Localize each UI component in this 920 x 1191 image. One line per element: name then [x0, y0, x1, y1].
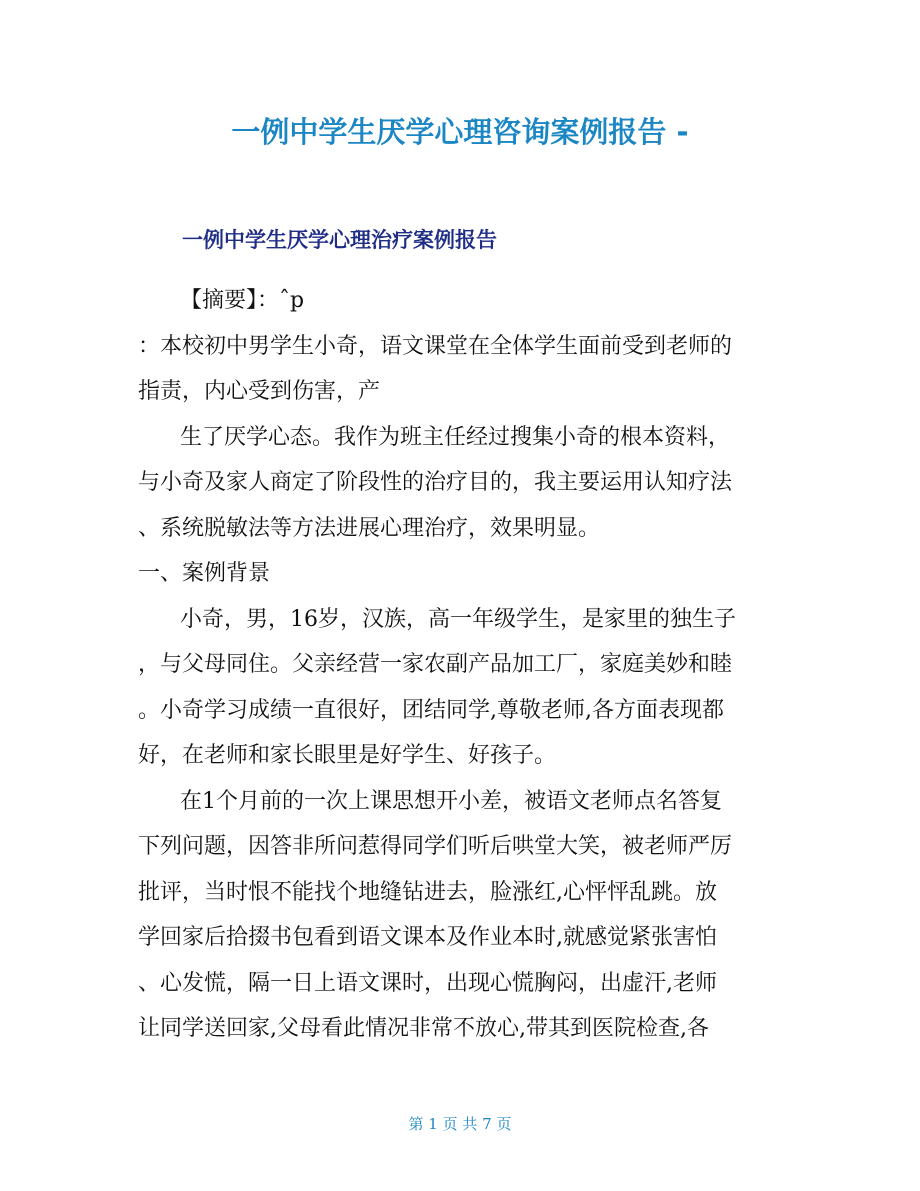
abstract-label: 【摘要】：ˆp: [180, 288, 305, 313]
page-number-footer: 第 1 页 共 7 页: [408, 1115, 512, 1133]
paragraph-line: 在1个月前的一次上课思想开小差，被语文老师点名答复: [180, 788, 722, 814]
document-body: [138, 278, 786, 1052]
document-title: 一例中学生厌学心理咨询案例报告 -: [231, 115, 689, 149]
section-heading: 一、案例背景: [138, 561, 271, 586]
paragraph-line: 指责，内心受到伤害，产: [138, 379, 381, 404]
paragraph-line: 、系统脱敏法等方法进展心理治疗，效果明显。: [138, 515, 601, 541]
paragraph-line: 下列问题，因答非所问惹得同学们听后哄堂大笑，被老师严厉: [138, 834, 733, 859]
paragraph-line: ：本校初中男学生小奇，语文课堂在全体学生面前受到老师的: [138, 333, 733, 359]
paragraph-line: 生了厌学心态。我作为班主任经过搜集小奇的根本资料，: [180, 424, 731, 450]
paragraph-line: 让同学送回家,父母看此情况非常不放心,带其到医院检查,各: [138, 1016, 709, 1041]
paragraph-line: 、心发慌，隔一日上语文课时，出现心慌胸闷，出虚汗,老师: [138, 970, 717, 996]
paragraph-line: 与小奇及家人商定了阶段性的治疗目的，我主要运用认知疗法: [138, 470, 733, 495]
paragraph-line: 学回家后拾掇书包看到语文课本及作业本时,就感觉紧张害怕: [138, 925, 717, 950]
paragraph-line: 好，在老师和家长眼里是好学生、好孩子。: [138, 743, 557, 768]
document-subtitle: 一例中学生厌学心理治疗案例报告: [182, 228, 497, 252]
paragraph-line: 小奇，男，16岁，汉族，高一年级学生，是家里的独生子: [180, 606, 736, 632]
paragraph-line: 批评，当时恨不能找个地缝钻进去，脸涨红,心怦怦乱跳。放: [138, 879, 717, 905]
paragraph-line: 。小奇学习成绩一直很好，团结同学,尊敬老师,各方面表现都: [138, 697, 724, 723]
paragraph-line: ，与父母同住。父亲经营一家农副产品加工厂，家庭美妙和睦: [138, 652, 733, 677]
